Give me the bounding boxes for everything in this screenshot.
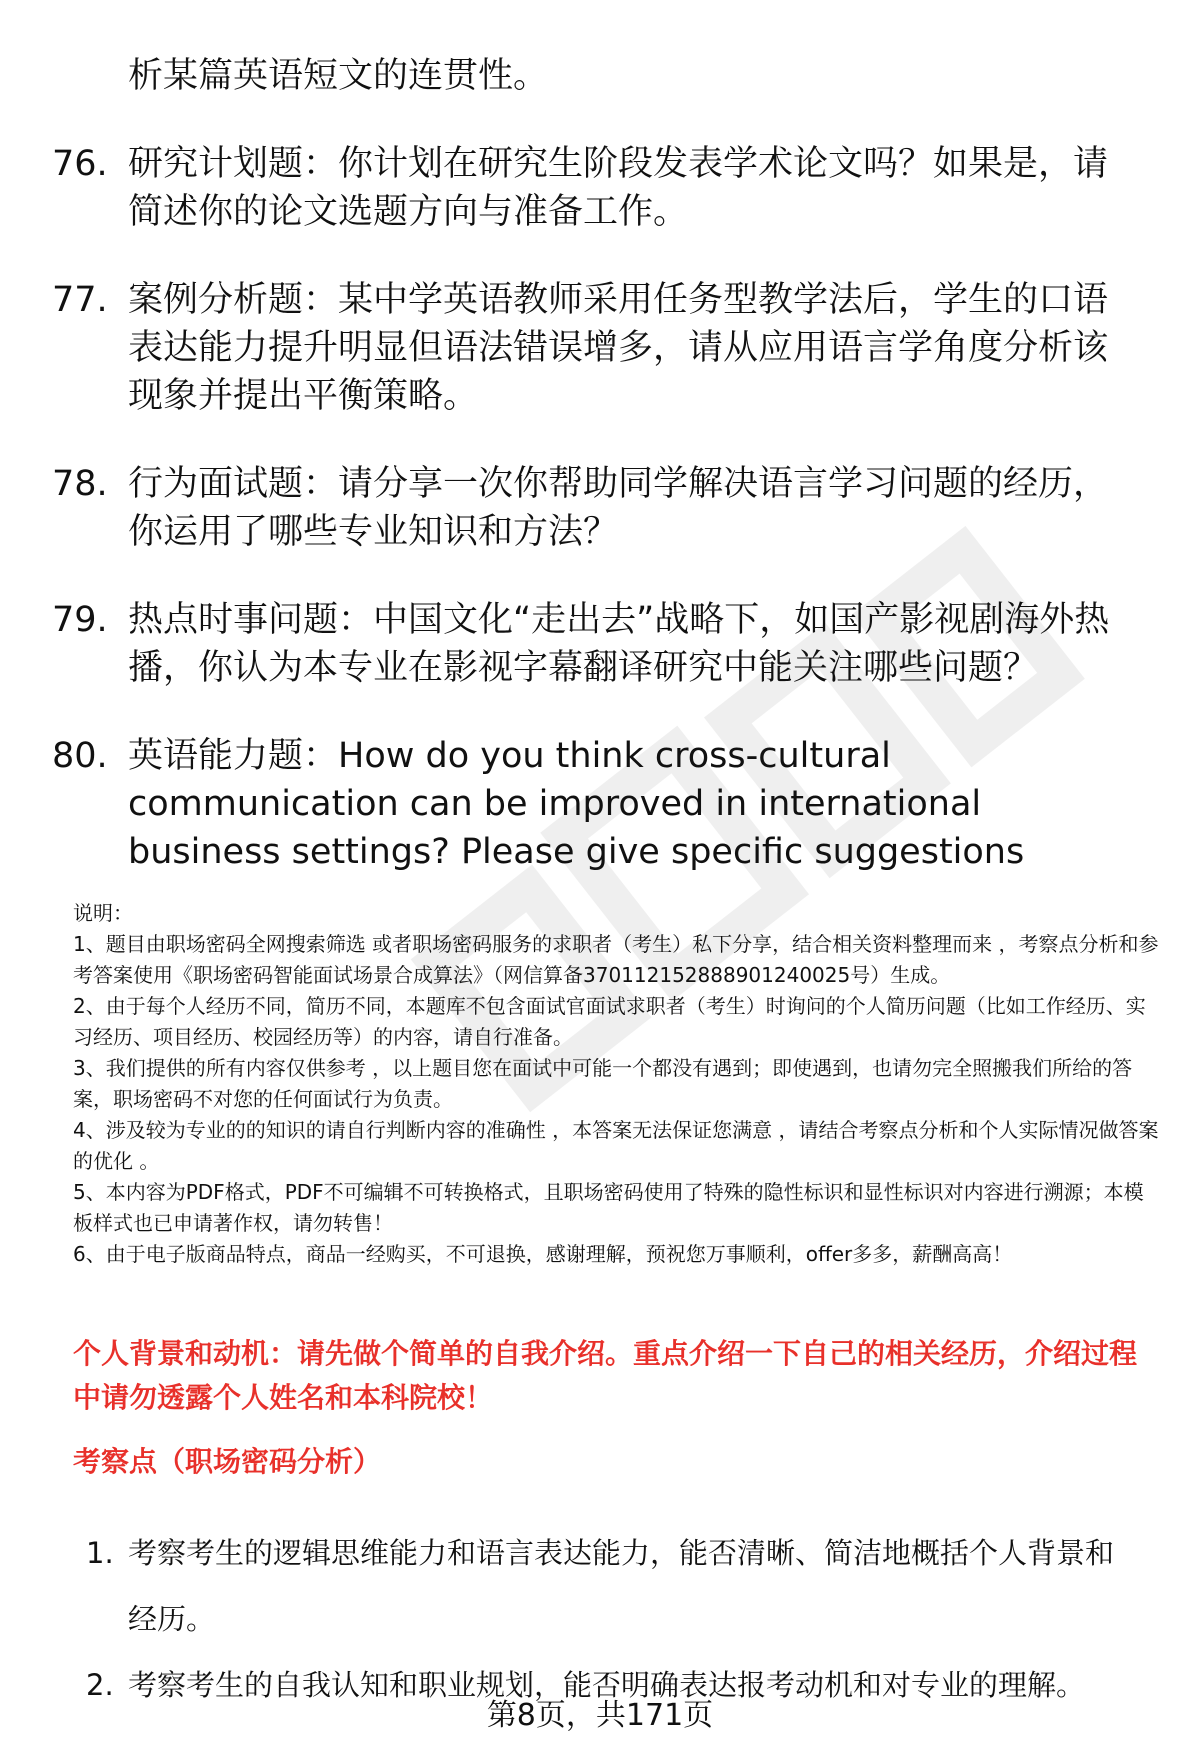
note-item: 5、本内容为PDF格式，PDF不可编辑不可转换格式，且职场密码使用了特殊的隐性标识和显性标识对内容进行溯源；本模板样式也已申请著作权，请勿转售！ bbox=[73, 1180, 1144, 1235]
analysis-points bbox=[0, 1520, 1200, 1718]
question-text: 热点时事问题：中国文化“走出去”战略下，如国产影视剧海外热播，你认为本专业在影视字幕翻译研究中能关注哪些问题？ bbox=[128, 600, 1110, 688]
question-text: 行为面试题：请分享一次你帮助同学解决语言学习问题的经历，你运用了哪些专业知识和方法？ bbox=[128, 464, 1109, 552]
note-item: 3、我们提供的所有内容仅供参考 ，以上题目您在面试中可能一个都没有遇到；即使遇到，也请勿完全照搬我们所给的答案，职场密码不对您的任何面试行为负责。 bbox=[73, 1056, 1133, 1111]
question-text: 英语能力题：How do you think cross-cultural communication can be improved in international business settings? Please give specific suggestions bbox=[128, 736, 1025, 872]
question-number: 78. bbox=[52, 464, 108, 504]
notes-title: 说明： bbox=[73, 901, 133, 925]
notes-section bbox=[73, 898, 1163, 1270]
intro-question: 个人背景和动机：请先做个简单的自我介绍。重点介绍一下自己的相关经历，介绍过程中请勿透露个人姓名和本科院校！ bbox=[73, 1337, 1138, 1414]
question-number: 80. bbox=[52, 736, 108, 776]
question-number: 79. bbox=[52, 600, 108, 640]
question-item bbox=[0, 732, 1200, 876]
question-text: 案例分析题：某中学英语教师采用任务型教学法后，学生的口语表达能力提升明显但语法错误增多，请从应用语言学角度分析该现象并提出平衡策略。 bbox=[128, 280, 1109, 416]
page-footer: 第8页，共171页 bbox=[486, 1698, 714, 1733]
note-item: 6、由于电子版商品特点，商品一经购买，不可退换，感谢理解，预祝您万事顺利，offer多多，薪酬高高！ bbox=[73, 1242, 1013, 1266]
point-text: 考察考生的逻辑思维能力和语言表达能力，能否清晰、简洁地概括个人背景和经历。 bbox=[128, 1536, 1115, 1636]
note-item: 4、涉及较为专业的的知识的请自行判断内容的准确性 ，本答案无法保证您满意 ，请结合考察点分析和个人实际情况做答案的优化 。 bbox=[73, 1118, 1159, 1173]
analysis-heading: 考察点（职场密码分析） bbox=[73, 1445, 382, 1478]
question-item bbox=[0, 596, 1200, 692]
question-item bbox=[0, 460, 1200, 556]
analysis-point bbox=[0, 1520, 1200, 1652]
point-text: 考察考生的自我认知和职业规划，能否明确表达报考动机和对专业的理解。 bbox=[128, 1668, 1086, 1702]
question-number: 77. bbox=[52, 280, 108, 320]
point-number: 2. bbox=[86, 1668, 114, 1702]
note-item: 1、题目由职场密码全网搜索筛选 或者职场密码服务的求职者（考生）私下分享，结合相关资料整理而来 ，考察点分析和参考答案使用《职场密码智能面试场景合成算法》（网信算备370112152888901240025号）生成。 bbox=[73, 932, 1159, 987]
question-number: 76. bbox=[52, 144, 108, 184]
question-75-continuation: 析某篇英语短文的连贯性。 bbox=[128, 56, 549, 96]
question-item bbox=[0, 140, 1200, 236]
question-list bbox=[0, 52, 1200, 876]
point-number: 1. bbox=[86, 1536, 114, 1570]
question-text: 研究计划题：你计划在研究生阶段发表学术论文吗？如果是，请简述你的论文选题方向与准备工作。 bbox=[128, 144, 1109, 232]
question-item bbox=[0, 276, 1200, 420]
note-item: 2、由于每个人经历不同，简历不同，本题库不包含面试官面试求职者（考生）时询问的个人简历问题（比如工作经历、实习经历、项目经历、校园经历等）的内容，请自行准备。 bbox=[73, 994, 1146, 1049]
